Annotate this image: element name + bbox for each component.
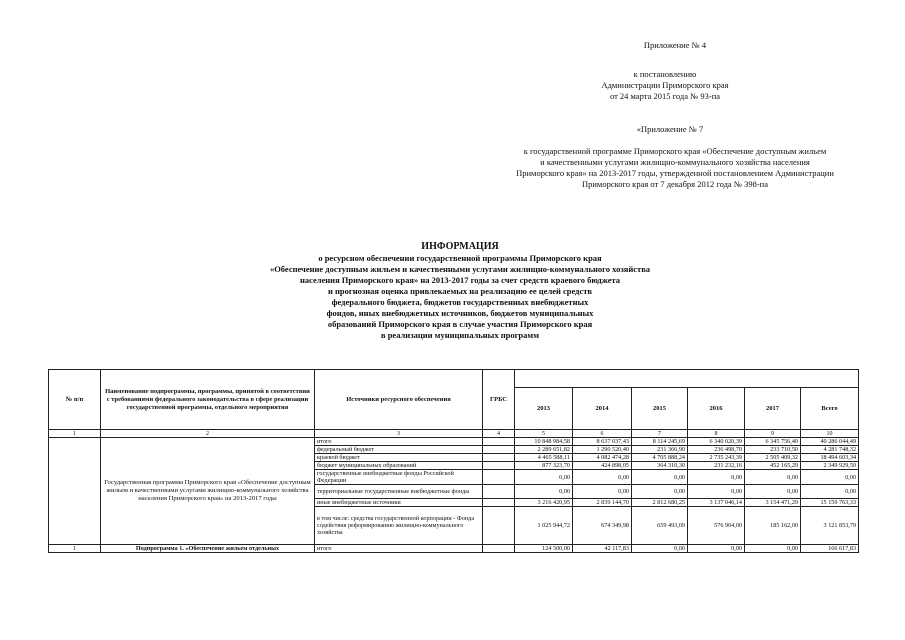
value-cell: 231 366,90 bbox=[632, 446, 688, 454]
program-ref-line: к государственной программе Приморского края «Обеспечение доступным жильем bbox=[523, 146, 827, 156]
value-cell: 3 154 471,29 bbox=[745, 499, 801, 507]
value-cell: 364 310,30 bbox=[632, 462, 688, 470]
program-ref-line: Приморского края от 7 декабря 2012 года № 398-па bbox=[582, 179, 768, 189]
value-cell: 233 710,50 bbox=[745, 446, 801, 454]
table-row bbox=[49, 438, 859, 446]
title-line: фондов, иных внебюджетных источников, бюджетов муниципальных bbox=[326, 308, 594, 318]
value-cell: 6 345 756,40 bbox=[745, 438, 801, 446]
decree-line: к постановлению bbox=[633, 69, 697, 79]
header-total: Всего bbox=[801, 388, 859, 430]
column-number: 1 bbox=[49, 430, 101, 438]
value-cell: 0,00 bbox=[515, 485, 573, 499]
value-cell: 0,00 bbox=[688, 545, 745, 553]
value-cell: 877 323,70 bbox=[515, 462, 573, 470]
source-cell: территориальные государственные внебюджетные фонды bbox=[315, 485, 483, 499]
header-num: № п/п bbox=[49, 370, 101, 430]
column-number: 7 bbox=[632, 430, 688, 438]
subprogram-num: 1 bbox=[49, 545, 101, 553]
program-ref-line: и качественными услугами жилищно-коммунального хозяйства населения bbox=[540, 157, 810, 167]
value-cell: 0,00 bbox=[632, 545, 688, 553]
value-cell: 3 121 853,79 bbox=[801, 507, 859, 545]
title-heading: ИНФОРМАЦИЯ bbox=[421, 241, 499, 252]
document-title bbox=[180, 240, 740, 341]
value-cell: 0,00 bbox=[745, 485, 801, 499]
value-cell: 2 289 651,82 bbox=[515, 446, 573, 454]
source-cell: федеральный бюджет bbox=[315, 446, 483, 454]
value-cell: 424 898,05 bbox=[573, 462, 632, 470]
value-cell: 0,00 bbox=[801, 470, 859, 485]
value-cell: 10 848 984,58 bbox=[515, 438, 573, 446]
header-year: 2015 bbox=[632, 388, 688, 430]
appendix-label: Приложение № 4 bbox=[643, 40, 707, 50]
value-cell: 0,00 bbox=[688, 485, 745, 499]
column-number: 4 bbox=[483, 430, 515, 438]
value-cell: 452 165,29 bbox=[745, 462, 801, 470]
column-number: 6 bbox=[573, 430, 632, 438]
value-cell: 8 637 037,43 bbox=[573, 438, 632, 446]
column-number: 5 bbox=[515, 430, 573, 438]
value-cell: 2 839 144,70 bbox=[573, 499, 632, 507]
decree-line: Администрации Приморского края bbox=[601, 80, 729, 90]
header-name: Наименование подпрограммы, программы, принятой в соответствии с требованиями федерального законодательства в сфере реализации государственной программы, отдельного мероприятия bbox=[101, 370, 315, 430]
column-number: 9 bbox=[745, 430, 801, 438]
value-cell: 0,00 bbox=[688, 470, 745, 485]
value-cell: 4 705 888,24 bbox=[632, 454, 688, 462]
value-cell: 6 340 020,39 bbox=[688, 438, 745, 446]
header-year: 2013 bbox=[515, 388, 573, 430]
value-cell: 0,00 bbox=[745, 545, 801, 553]
appendix-7-label: «Приложение № 7 bbox=[636, 124, 704, 134]
program-reference bbox=[470, 146, 880, 190]
program-name-cell: Государственная программа Приморского края «Обеспечение доступным жильем и качественными услугами жилищно-коммунального хозяйства населения Приморского края» на 2013-2017 годы bbox=[101, 438, 315, 545]
value-cell: 8 114 245,69 bbox=[632, 438, 688, 446]
decree-line: от 24 марта 2015 года № 93-па bbox=[609, 91, 721, 101]
value-cell: 40 286 044,49 bbox=[801, 438, 859, 446]
header-grbs: ГРБС bbox=[483, 370, 515, 430]
value-cell: 576 904,00 bbox=[688, 507, 745, 545]
grbs-cell bbox=[483, 446, 515, 454]
value-cell: 2 735 243,39 bbox=[688, 454, 745, 462]
grbs-cell bbox=[483, 438, 515, 446]
value-cell: 3 137 046,14 bbox=[688, 499, 745, 507]
grbs-cell bbox=[483, 462, 515, 470]
value-cell: 2 812 680,25 bbox=[632, 499, 688, 507]
grbs-cell bbox=[483, 507, 515, 545]
value-cell: 1 290 520,40 bbox=[573, 446, 632, 454]
value-cell: 4 082 474,28 bbox=[573, 454, 632, 462]
value-cell: 236 498,70 bbox=[688, 446, 745, 454]
header-source: Источники ресурсного обеспечения bbox=[315, 370, 483, 430]
source-cell: краевой бюджет bbox=[315, 454, 483, 462]
grbs-cell bbox=[483, 485, 515, 499]
value-cell: 0,00 bbox=[515, 470, 573, 485]
source-cell: бюджет муниципальных образований bbox=[315, 462, 483, 470]
program-num-cell bbox=[49, 438, 101, 545]
value-cell: 2 505 409,32 bbox=[745, 454, 801, 462]
program-ref-line: Приморского края» на 2013-2017 годы, утвержденной постановлением Администрации bbox=[516, 168, 834, 178]
title-line: населения Приморского края» на 2013-2017 годы за счет средств краевого бюджета bbox=[299, 275, 621, 285]
value-cell: 42 117,83 bbox=[573, 545, 632, 553]
column-number: 3 bbox=[315, 430, 483, 438]
source-cell: иные внебюджетные источники bbox=[315, 499, 483, 507]
value-cell: 18 494 603,34 bbox=[801, 454, 859, 462]
title-line: «Обеспечение доступным жильем и качественными услугами жилищно-коммунального хозяйства bbox=[269, 264, 651, 274]
value-cell: 0,00 bbox=[632, 470, 688, 485]
title-line: о ресурсном обеспечении государственной программы Приморского края bbox=[318, 253, 602, 263]
grbs-cell bbox=[483, 499, 515, 507]
column-number: 8 bbox=[688, 430, 745, 438]
grbs-cell bbox=[483, 545, 515, 553]
column-number: 2 bbox=[101, 430, 315, 438]
source-cell: в том числе: средства государственной корпорации - Фонда содействия реформированию жилищно-коммунального хозяйства bbox=[315, 507, 483, 545]
value-cell: 3 216 420,95 bbox=[515, 499, 573, 507]
value-cell: 15 159 763,33 bbox=[801, 499, 859, 507]
title-line: образований Приморского края в случае участия Приморского края bbox=[327, 319, 593, 329]
header-year: 2017 bbox=[745, 388, 801, 430]
value-cell: 231 232,16 bbox=[688, 462, 745, 470]
value-cell: 1 025 944,72 bbox=[515, 507, 573, 545]
value-cell: 0,00 bbox=[801, 485, 859, 499]
source-cell: итого bbox=[315, 438, 483, 446]
value-cell: 674 349,98 bbox=[573, 507, 632, 545]
source-cell: государственные внебюджетные фонды Российской Федерации bbox=[315, 470, 483, 485]
value-cell: 0,00 bbox=[573, 485, 632, 499]
header-year: 2014 bbox=[573, 388, 632, 430]
value-cell: 0,00 bbox=[632, 485, 688, 499]
title-line: федерального бюджета, бюджетов государственных внебюджетных bbox=[331, 297, 589, 307]
column-number: 10 bbox=[801, 430, 859, 438]
column-number-row bbox=[49, 430, 859, 438]
decree-reference bbox=[580, 69, 750, 102]
subprogram-name: Подпрограмма 1. «Обеспечение жильем отдельных bbox=[101, 545, 315, 553]
subprogram-row bbox=[49, 545, 859, 553]
value-cell: 166 617,83 bbox=[801, 545, 859, 553]
grbs-cell bbox=[483, 454, 515, 462]
header-years-group bbox=[515, 370, 859, 388]
value-cell: 0,00 bbox=[745, 470, 801, 485]
source-cell: итого bbox=[315, 545, 483, 553]
value-cell: 4 465 588,11 bbox=[515, 454, 573, 462]
resource-table bbox=[48, 369, 859, 553]
title-line: и прогнозная оценка привлекаемых на реализацию ее целей средств bbox=[327, 286, 593, 296]
grbs-cell bbox=[483, 470, 515, 485]
header-row bbox=[49, 370, 859, 388]
value-cell: 185 162,00 bbox=[745, 507, 801, 545]
title-line: в реализации муниципальных программ bbox=[380, 330, 539, 340]
value-cell: 4 281 748,32 bbox=[801, 446, 859, 454]
value-cell: 124 500,00 bbox=[515, 545, 573, 553]
value-cell: 0,00 bbox=[573, 470, 632, 485]
header-year: 2016 bbox=[688, 388, 745, 430]
value-cell: 2 349 929,50 bbox=[801, 462, 859, 470]
value-cell: 659 493,09 bbox=[632, 507, 688, 545]
